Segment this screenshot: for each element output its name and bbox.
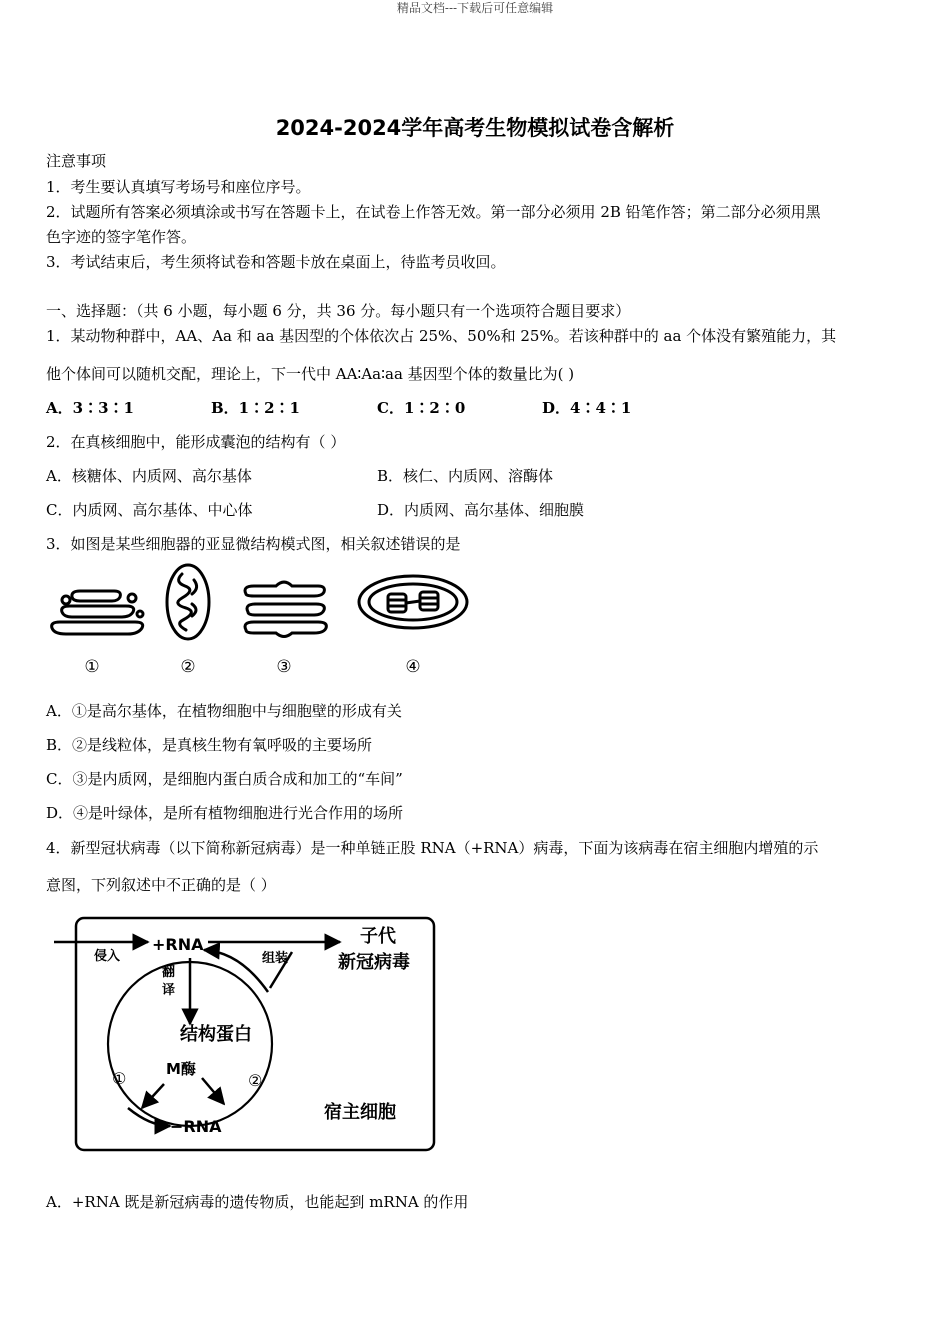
- q1-option-b: B．1∶2∶1: [211, 399, 300, 417]
- q1-stem-line2: 他个体间可以随机交配，理论上，下一代中 AA∶Aa∶aa 基因型个体的数量比为( ): [46, 365, 575, 383]
- step-1-label: ①: [112, 1069, 127, 1088]
- organelle-figure: [40, 560, 480, 685]
- q2-option-b: B．核仁、内质网、溶酶体: [377, 467, 554, 485]
- q3-option-c: C．③是内质网，是细胞内蛋白质合成和加工的“车间”: [46, 770, 403, 788]
- q1-stem-line1: 1．某动物种群中，AA、Aa 和 aa 基因型的个体依次占 25%、50%和 25%。若该种群中的 aa 个体没有繁殖能力，其: [46, 327, 837, 345]
- figure-label-3: ③: [276, 657, 292, 677]
- mitochondrion-drawing: [167, 565, 209, 639]
- virus-replication-diagram: [40, 912, 450, 1162]
- page-header-watermark: 精品文档---下载后可任意编辑: [396, 1, 554, 15]
- invade-label: 侵入: [94, 949, 121, 964]
- figure-label-2: ②: [180, 657, 196, 677]
- q2-option-c: C．内质网、高尔基体、中心体: [46, 501, 253, 519]
- page-title: 2024-2024学年高考生物模拟试卷含解析: [275, 116, 675, 140]
- golgi-drawing: [52, 591, 143, 634]
- q3-option-d: D．④是叶绿体，是所有植物细胞进行光合作用的场所: [46, 804, 404, 822]
- translate-label-1: 翻: [162, 965, 176, 980]
- host-cell-label: 宿主细胞: [324, 1102, 396, 1123]
- notice-item-2-cont: 色字迹的签字笔作答。: [46, 228, 197, 246]
- q3-option-a: A．①是高尔基体，在植物细胞中与细胞壁的形成有关: [46, 702, 402, 720]
- notice-item-1: 1．考生要认真填写考场号和座位序号。: [46, 178, 311, 196]
- notice-item-3: 3．考试结束后，考生须将试卷和答题卡放在桌面上，待监考员收回。: [46, 253, 506, 271]
- offspring-label-1: 子代: [360, 926, 396, 947]
- q4-stem-line1: 4．新型冠状病毒（以下简称新冠病毒）是一种单链正股 RNA（+RNA）病毒，下面为该病毒在宿主细胞内增殖的示: [46, 839, 819, 857]
- notice-heading: 注意事项: [46, 152, 107, 170]
- structural-protein-label: 结构蛋白: [180, 1024, 252, 1045]
- figure-label-4: ④: [405, 657, 421, 677]
- q4-option-a: A．+RNA 既是新冠病毒的遗传物质，也能起到 mRNA 的作用: [46, 1193, 469, 1211]
- notice-item-2: 2．试题所有答案必须填涂或书写在答题卡上，在试卷上作答无效。第一部分必须用 2B 铅笔作答；第二部分必须用黑: [46, 203, 821, 221]
- q1-option-d: D．4∶4∶1: [542, 399, 632, 417]
- assemble-label: 组装: [262, 951, 289, 966]
- q3-stem: 3．如图是某些细胞器的亚显微结构模式图，相关叙述错误的是: [46, 535, 461, 553]
- chloroplast-drawing: [359, 576, 467, 628]
- enzyme-label: M酶: [166, 1060, 196, 1078]
- q2-stem: 2．在真核细胞中，能形成囊泡的结构有（ ）: [46, 433, 346, 451]
- q2-option-a: A．核糖体、内质网、高尔基体: [46, 467, 252, 485]
- q1-option-a: A．3∶3∶1: [46, 399, 134, 417]
- q4-stem-line2: 意图，下列叙述中不正确的是（ ）: [46, 876, 276, 894]
- figure-label-1: ①: [84, 657, 100, 677]
- translate-label-2: 译: [162, 983, 176, 998]
- offspring-label-2: 新冠病毒: [338, 952, 410, 973]
- q2-option-d: D．内质网、高尔基体、细胞膜: [377, 501, 585, 519]
- step-2-label: ②: [248, 1071, 263, 1090]
- minus-rna-label: −RNA: [170, 1117, 222, 1136]
- q1-option-c: C．1∶2∶0: [377, 399, 466, 417]
- section-heading: 一、选择题：（共 6 小题，每小题 6 分，共 36 分。每小题只有一个选项符合题目要求）: [46, 302, 631, 320]
- q3-option-b: B．②是线粒体，是真核生物有氧呼吸的主要场所: [46, 736, 373, 754]
- plus-rna-label: +RNA: [152, 935, 204, 954]
- er-drawing: [245, 582, 326, 637]
